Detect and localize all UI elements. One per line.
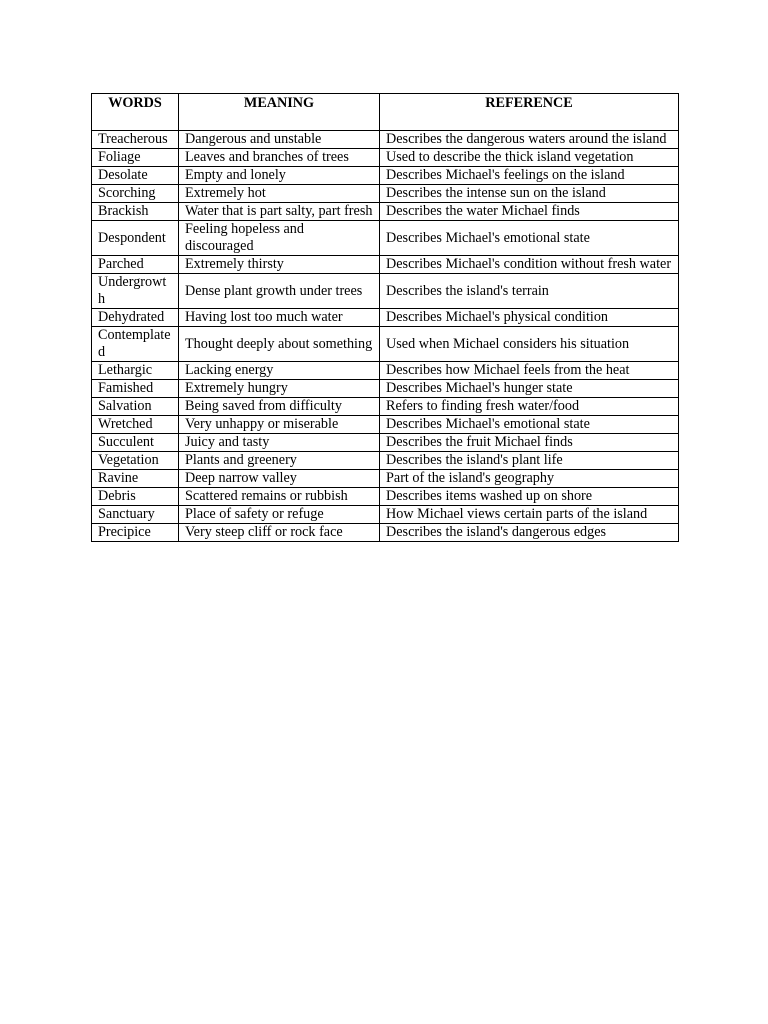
meaning-cell: Juicy and tasty [179, 434, 380, 452]
table-row [92, 470, 679, 488]
header-reference: REFERENCE [380, 94, 679, 131]
word-cell: Dehydrated [92, 309, 179, 327]
word-cell: Contemplated [92, 327, 179, 362]
table-row [92, 506, 679, 524]
table-row [92, 362, 679, 380]
reference-cell: Describes Michael's emotional state [380, 416, 679, 434]
reference-cell: Describes Michael's condition without fresh water [380, 256, 679, 274]
meaning-cell: Leaves and branches of trees [179, 149, 380, 167]
word-cell: Brackish [92, 203, 179, 221]
table-row [92, 274, 679, 309]
word-cell: Debris [92, 488, 179, 506]
table-row [92, 131, 679, 149]
table-row [92, 434, 679, 452]
meaning-cell: Dense plant growth under trees [179, 274, 380, 309]
table-row [92, 524, 679, 542]
word-cell: Succulent [92, 434, 179, 452]
meaning-cell: Water that is part salty, part fresh [179, 203, 380, 221]
reference-cell: Describes how Michael feels from the heat [380, 362, 679, 380]
table-row [92, 221, 679, 256]
meaning-cell: Feeling hopeless and discouraged [179, 221, 380, 256]
reference-cell: Part of the island's geography [380, 470, 679, 488]
table-row [92, 185, 679, 203]
reference-cell: Describes the island's terrain [380, 274, 679, 309]
reference-cell: Describes Michael's hunger state [380, 380, 679, 398]
reference-cell: Describes Michael's feelings on the island [380, 167, 679, 185]
table-row [92, 452, 679, 470]
meaning-cell: Deep narrow valley [179, 470, 380, 488]
meaning-cell: Lacking energy [179, 362, 380, 380]
table-row [92, 309, 679, 327]
word-cell: Vegetation [92, 452, 179, 470]
meaning-cell: Thought deeply about something [179, 327, 380, 362]
reference-cell: Describes the island's dangerous edges [380, 524, 679, 542]
meaning-cell: Having lost too much water [179, 309, 380, 327]
reference-cell: Describes the intense sun on the island [380, 185, 679, 203]
reference-cell: Describes the dangerous waters around the island [380, 131, 679, 149]
reference-cell: Used to describe the thick island vegetation [380, 149, 679, 167]
vocabulary-table [91, 93, 679, 542]
reference-cell: How Michael views certain parts of the island [380, 506, 679, 524]
table-row [92, 149, 679, 167]
meaning-cell: Scattered remains or rubbish [179, 488, 380, 506]
table-row [92, 416, 679, 434]
meaning-cell: Plants and greenery [179, 452, 380, 470]
word-cell: Wretched [92, 416, 179, 434]
meaning-cell: Extremely hot [179, 185, 380, 203]
reference-cell: Refers to finding fresh water/food [380, 398, 679, 416]
word-cell: Treacherous [92, 131, 179, 149]
word-cell: Famished [92, 380, 179, 398]
word-cell: Desolate [92, 167, 179, 185]
table-row [92, 398, 679, 416]
table-body [92, 131, 679, 542]
meaning-cell: Very steep cliff or rock face [179, 524, 380, 542]
word-cell: Undergrowth [92, 274, 179, 309]
reference-cell: Describes the water Michael finds [380, 203, 679, 221]
meaning-cell: Dangerous and unstable [179, 131, 380, 149]
reference-cell: Describes Michael's physical condition [380, 309, 679, 327]
table-row [92, 488, 679, 506]
word-cell: Ravine [92, 470, 179, 488]
meaning-cell: Empty and lonely [179, 167, 380, 185]
header-words: WORDS [92, 94, 179, 131]
reference-cell: Describes the island's plant life [380, 452, 679, 470]
word-cell: Precipice [92, 524, 179, 542]
reference-cell: Used when Michael considers his situation [380, 327, 679, 362]
header-row [92, 94, 679, 131]
table-row [92, 203, 679, 221]
header-meaning: MEANING [179, 94, 380, 131]
reference-cell: Describes Michael's emotional state [380, 221, 679, 256]
word-cell: Salvation [92, 398, 179, 416]
word-cell: Scorching [92, 185, 179, 203]
meaning-cell: Very unhappy or miserable [179, 416, 380, 434]
meaning-cell: Being saved from difficulty [179, 398, 380, 416]
word-cell: Foliage [92, 149, 179, 167]
meaning-cell: Place of safety or refuge [179, 506, 380, 524]
table-row [92, 327, 679, 362]
meaning-cell: Extremely hungry [179, 380, 380, 398]
word-cell: Sanctuary [92, 506, 179, 524]
table-row [92, 256, 679, 274]
table-row [92, 167, 679, 185]
table-row [92, 380, 679, 398]
word-cell: Despondent [92, 221, 179, 256]
word-cell: Lethargic [92, 362, 179, 380]
meaning-cell: Extremely thirsty [179, 256, 380, 274]
word-cell: Parched [92, 256, 179, 274]
reference-cell: Describes the fruit Michael finds [380, 434, 679, 452]
reference-cell: Describes items washed up on shore [380, 488, 679, 506]
